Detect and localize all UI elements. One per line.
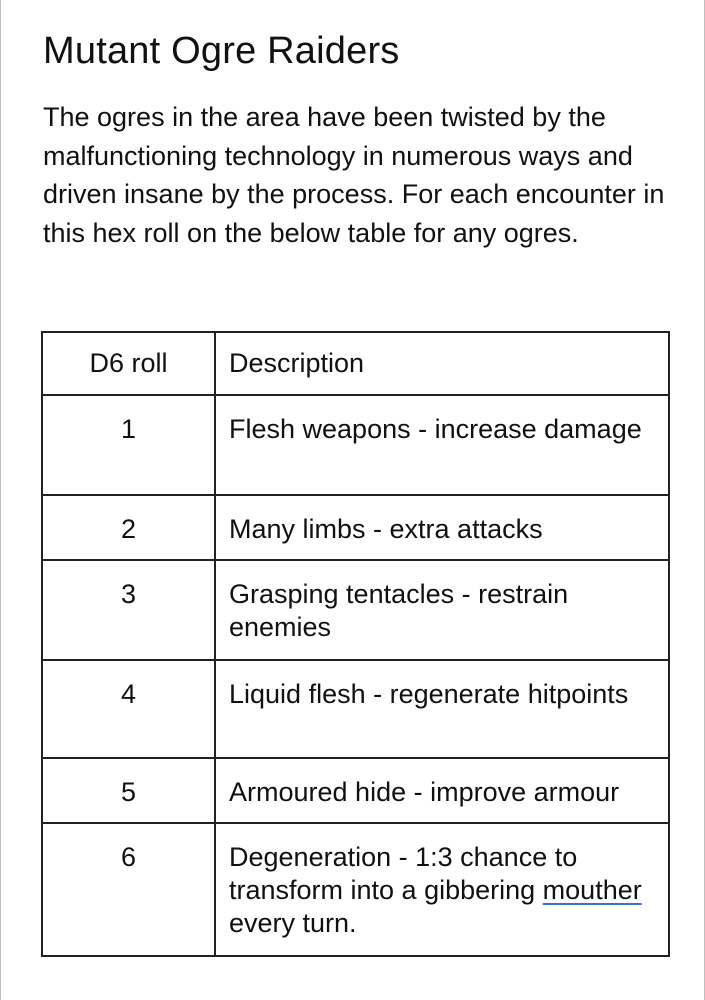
table-header-row <box>42 332 669 395</box>
table-row <box>42 758 669 823</box>
page-edge-left <box>0 0 1 1000</box>
roll-value: 2 <box>120 514 137 544</box>
table-row <box>42 495 669 560</box>
header-roll-cell <box>42 332 215 395</box>
description-text: Many limbs - extra attacks <box>229 514 543 544</box>
roll-value: 6 <box>120 842 137 872</box>
header-description-cell <box>215 332 669 395</box>
roll-cell <box>42 560 215 660</box>
roll-value: 3 <box>120 579 137 609</box>
table-row <box>42 823 669 956</box>
description-cell <box>215 660 669 758</box>
table-row <box>42 395 669 495</box>
intro-paragraph: The ogres in the area have been twisted by the malfunctioning technology in numerous ways and driven insane by the process. For each encounter in this hex roll on the below table for any ogres. <box>43 102 665 248</box>
description-text-pre: Degeneration - 1:3 chance to transform into a gibbering <box>229 842 578 905</box>
roll-cell <box>42 395 215 495</box>
description-text: Grasping tentacles - restrain enemies <box>229 579 569 642</box>
description-cell <box>215 823 669 956</box>
table-row <box>42 660 669 758</box>
description-cell <box>215 560 669 660</box>
header-description-label: Description <box>229 348 365 378</box>
description-text <box>229 824 662 940</box>
page-title: Mutant Ogre Raiders <box>43 30 400 72</box>
table-row <box>42 560 669 660</box>
roll-cell <box>42 495 215 560</box>
mouther-link[interactable]: mouther <box>542 875 642 905</box>
roll-cell <box>42 823 215 956</box>
description-cell <box>215 758 669 823</box>
roll-value: 1 <box>120 414 137 444</box>
mutation-table <box>41 331 670 957</box>
roll-value: 4 <box>120 679 137 709</box>
description-text: Flesh weapons - increase damage <box>229 414 642 444</box>
document-body <box>43 26 668 252</box>
description-text: Armoured hide - improve armour <box>229 777 620 807</box>
description-text-post: every turn. <box>229 908 357 938</box>
description-text: Liquid flesh - regenerate hitpoints <box>229 679 629 709</box>
description-cell <box>215 495 669 560</box>
roll-value: 5 <box>120 777 137 807</box>
description-cell <box>215 395 669 495</box>
header-roll-label: D6 roll <box>89 348 168 378</box>
roll-cell <box>42 758 215 823</box>
roll-cell <box>42 660 215 758</box>
